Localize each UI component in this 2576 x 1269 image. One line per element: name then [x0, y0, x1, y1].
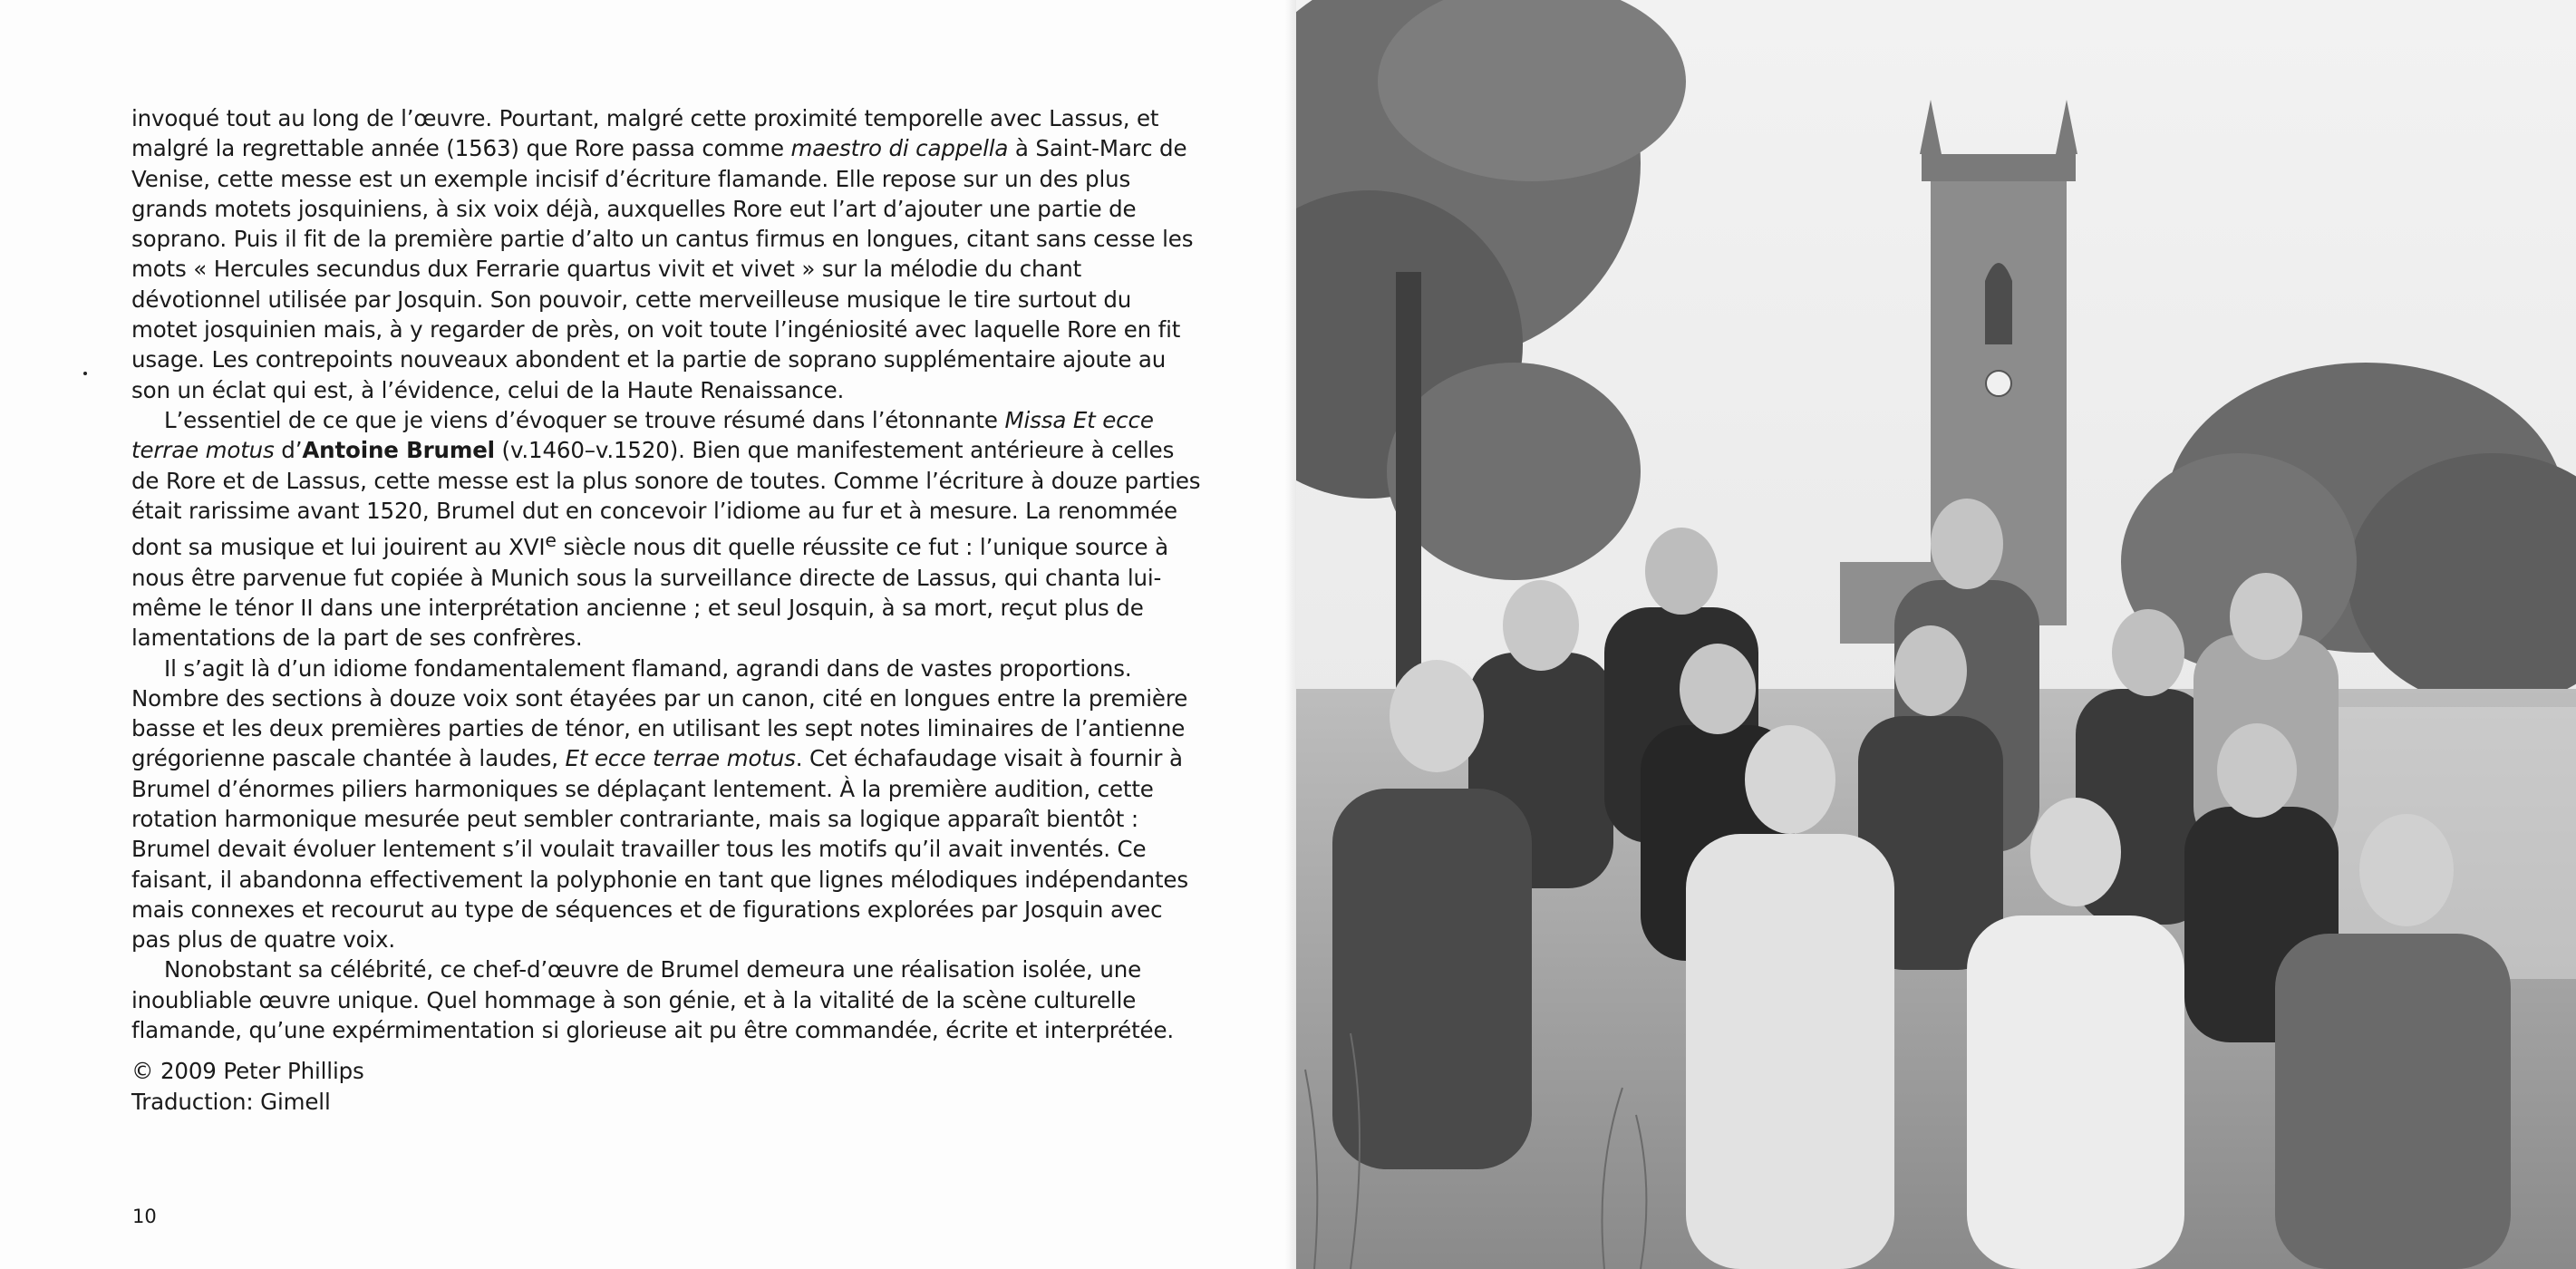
group-photo — [1296, 0, 2576, 1269]
paragraph-4: Nonobstant sa célébrité, ce chef-d’œuvre de Brumel demeura une réalisation isolée, une inoubliable œuvre unique. Quel hommage à son génie, et à la vitalité de la scène culturelle flamande, qu’une expérmimentation si glorieuse ait pu être commandée, écrite et interprétée. — [131, 956, 1175, 1044]
copyright-line: © 2009 Peter Phillips — [131, 1058, 364, 1085]
credits — [131, 1056, 1201, 1117]
photo-page — [1296, 0, 2576, 1269]
clock-icon — [1986, 371, 2011, 396]
body-text — [131, 103, 1201, 1117]
paragraph-1: invoqué tout au long de l’œuvre. Pourtant, malgré cette proximité temporelle avec Lassus, et malgré la regrettable année (1563) que Rore passa comme maestro di cappella à Saint-Marc de Venise, cette messe est un exemple incisif d’écriture flamande. Elle repose sur un des plus grands motets josquiniens, à six voix déjà, auxquelles Rore eut l’art d’ajouter une partie de soprano. Puis il fit de la première partie d’alto un cantus firmus en longues, citant sans cesse les mots « Hercules secundus dux Ferrarie quartus vivit et vivet » sur la mélodie du chant dévotionnel utilisée par Josquin. Son pouvoir, cette merveilleuse musique le tire surtout du motet josquinien mais, à y regarder de près, on voit toute l’ingéniosité avec laquelle Rore en fit usage. Les contrepoints nouveaux abondent et la partie de soprano supplémentaire ajoute au son un éclat qui est, à l’évidence, celui de la Haute Renaissance. — [131, 105, 1194, 403]
page-number: 10 — [132, 1206, 157, 1227]
paragraph-3: Il s’agit là d’un idiome fondamentalement flamand, agrandi dans de vastes proportions. Nombre des sections à douze voix sont étayées par un canon, cité en longues entre la première basse et les deux premières parties de ténor, en utilisant les sept notes liminaires de l’antienne grégorienne pascale chantée à laudes, Et ecce terrae motus. Cet échafaudage visait à fournir à Brumel d’énormes piliers harmoniques se déplaçant lentement. À la première audition, cette rotation harmonique mesurée peut sembler contrariante, mais sa logique apparaît bientôt : Brumel devait évoluer lentement s’il voulait travailler tous les motifs qu’il avait inventés. Ce faisant, il abandonna effectivement la polyphonie en tant que lignes mélodiques indépendantes mais connexes et recourut au type de séquences et de figurations explorées par Josquin avec pas plus de quatre voix. — [131, 654, 1188, 954]
paragraph-2: L’essentiel de ce que je viens d’évoquer se trouve résumé dans l’étonnante Missa Et ecce terrae motus d’Antoine Brumel (v.1460–v.1520). Bien que manifestement antérieure à celles de Rore et de Lassus, cette messe est la plus sonore de toutes. Comme l’écriture à douze parties était rarissime avant 1520, Brumel dut en concevoir l’idiome au fur et à mesure. La renommée dont sa musique et lui jouirent au XVIe siècle nous dit quelle réussite ce fut : l’unique source à nous être parvenue fut copiée à Munich sous la surveillance directe de Lassus, qui chanta lui-même le ténor II dans une interprétation ancienne ; et seul Josquin, à sa mort, reçut plus de lamentations de la part de ses confrères. — [131, 406, 1201, 652]
margin-mark — [83, 372, 87, 375]
translation-line: Traduction: Gimell — [131, 1088, 331, 1115]
